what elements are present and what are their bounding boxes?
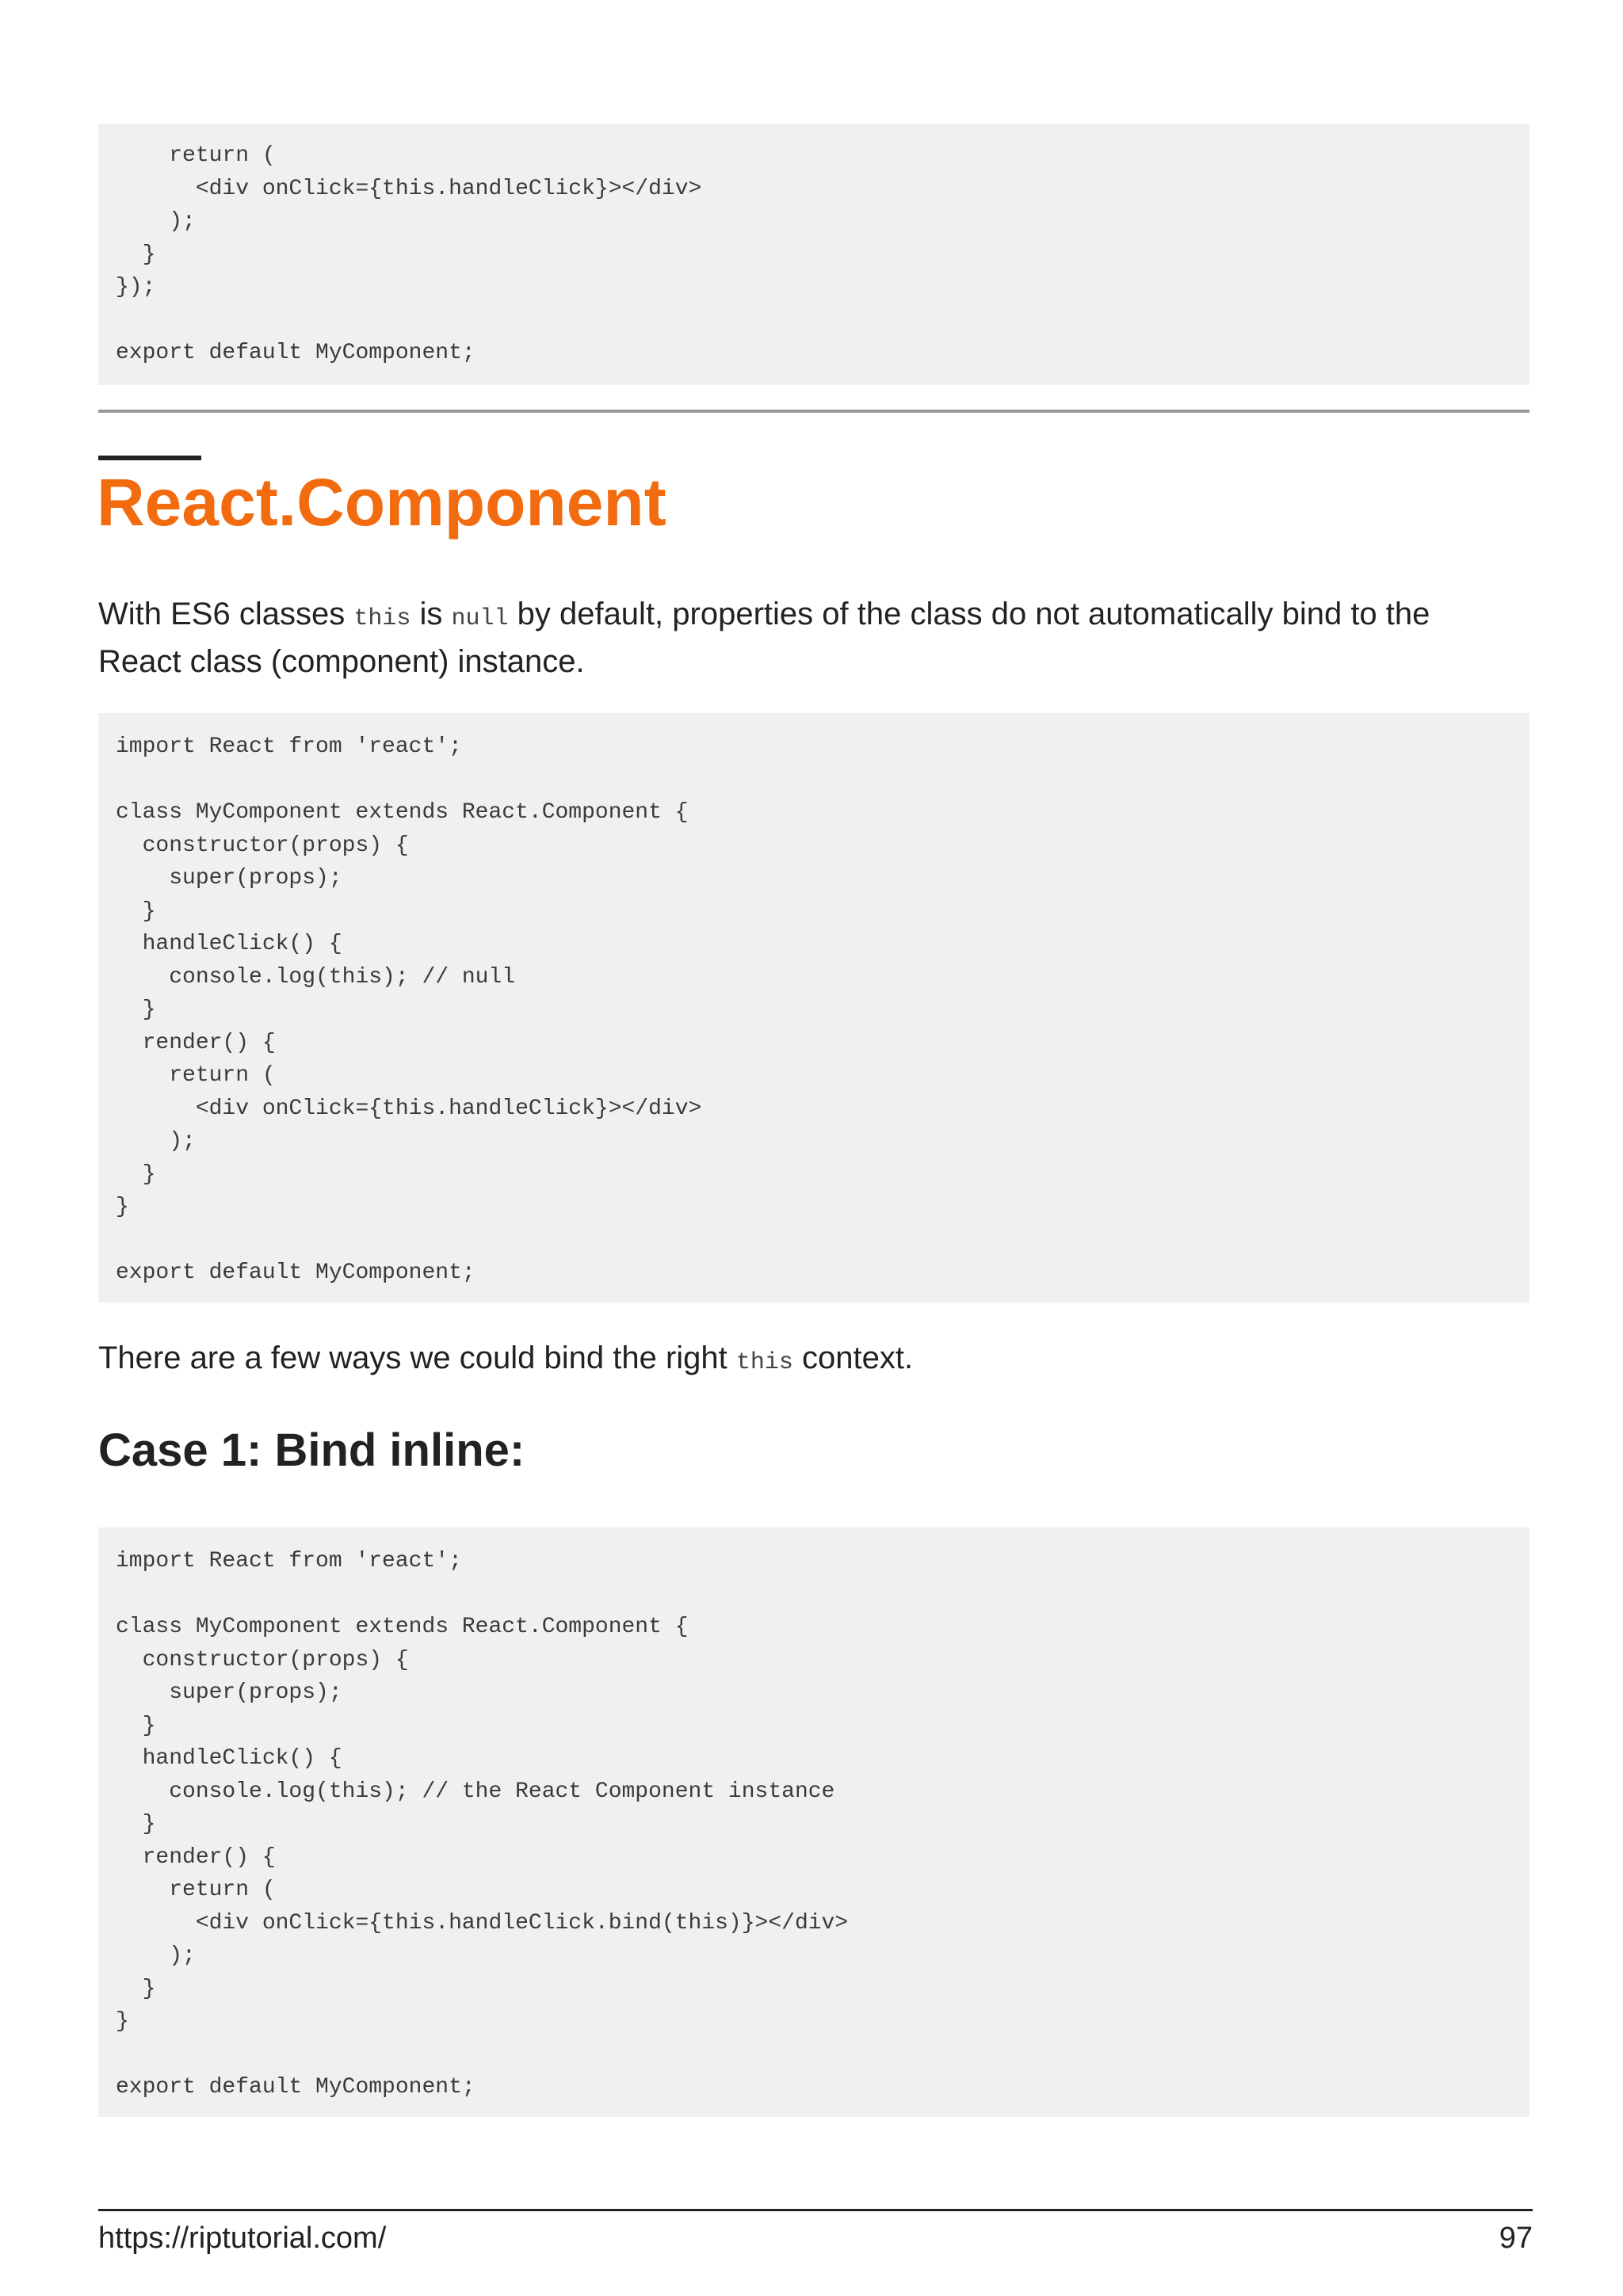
intro-text-2: is <box>411 597 452 631</box>
binding-note-text-1: There are a few ways we could bind the right <box>98 1341 736 1375</box>
section-title: React.Component <box>97 465 666 540</box>
footer-url-link[interactable]: https://riptutorial.com/ <box>98 2222 387 2255</box>
page-number: 97 <box>1499 2222 1533 2255</box>
code-text: import React from 'react'; class MyComponent extends React.Component { constructor(props) { super(props); } handleClick() { console.log(this); // the React Component instance } render() { return ( <div onClick={this.handleClick.bind(this)}></div> ); } } export default MyComponent; <box>116 1549 849 2100</box>
code-block-continuation <box>98 124 1529 385</box>
case-1-heading: Case 1: Bind inline: <box>98 1425 525 1476</box>
inline-code-null: null <box>451 605 509 632</box>
binding-note-paragraph <box>98 1337 913 1384</box>
intro-line-2: React class (component) instance. <box>98 644 585 679</box>
inline-code-this: this <box>353 605 411 632</box>
intro-text-1: With ES6 classes <box>98 597 354 631</box>
intro-text-3: by default, properties of the class do not automatically bind to the <box>508 597 1430 631</box>
binding-note-text-2: context. <box>792 1341 914 1375</box>
inline-code-this: this <box>735 1349 793 1376</box>
code-text: return ( <div onClick={this.handleClick}></div> ); } }); export default MyComponent; <box>116 143 702 365</box>
code-block-es6-class <box>98 713 1529 1302</box>
footer-rule <box>98 2209 1533 2211</box>
title-accent-bar <box>98 456 201 460</box>
code-block-bind-inline <box>98 1527 1529 2117</box>
intro-paragraph <box>98 593 1430 683</box>
section-divider <box>98 410 1529 413</box>
code-text: import React from 'react'; class MyComponent extends React.Component { constructor(props) { super(props); } handleClick() { console.log(this); // null } render() { return ( <div onClick={this.handleClick}></div> ); } } export default MyComponent; <box>116 734 702 1285</box>
